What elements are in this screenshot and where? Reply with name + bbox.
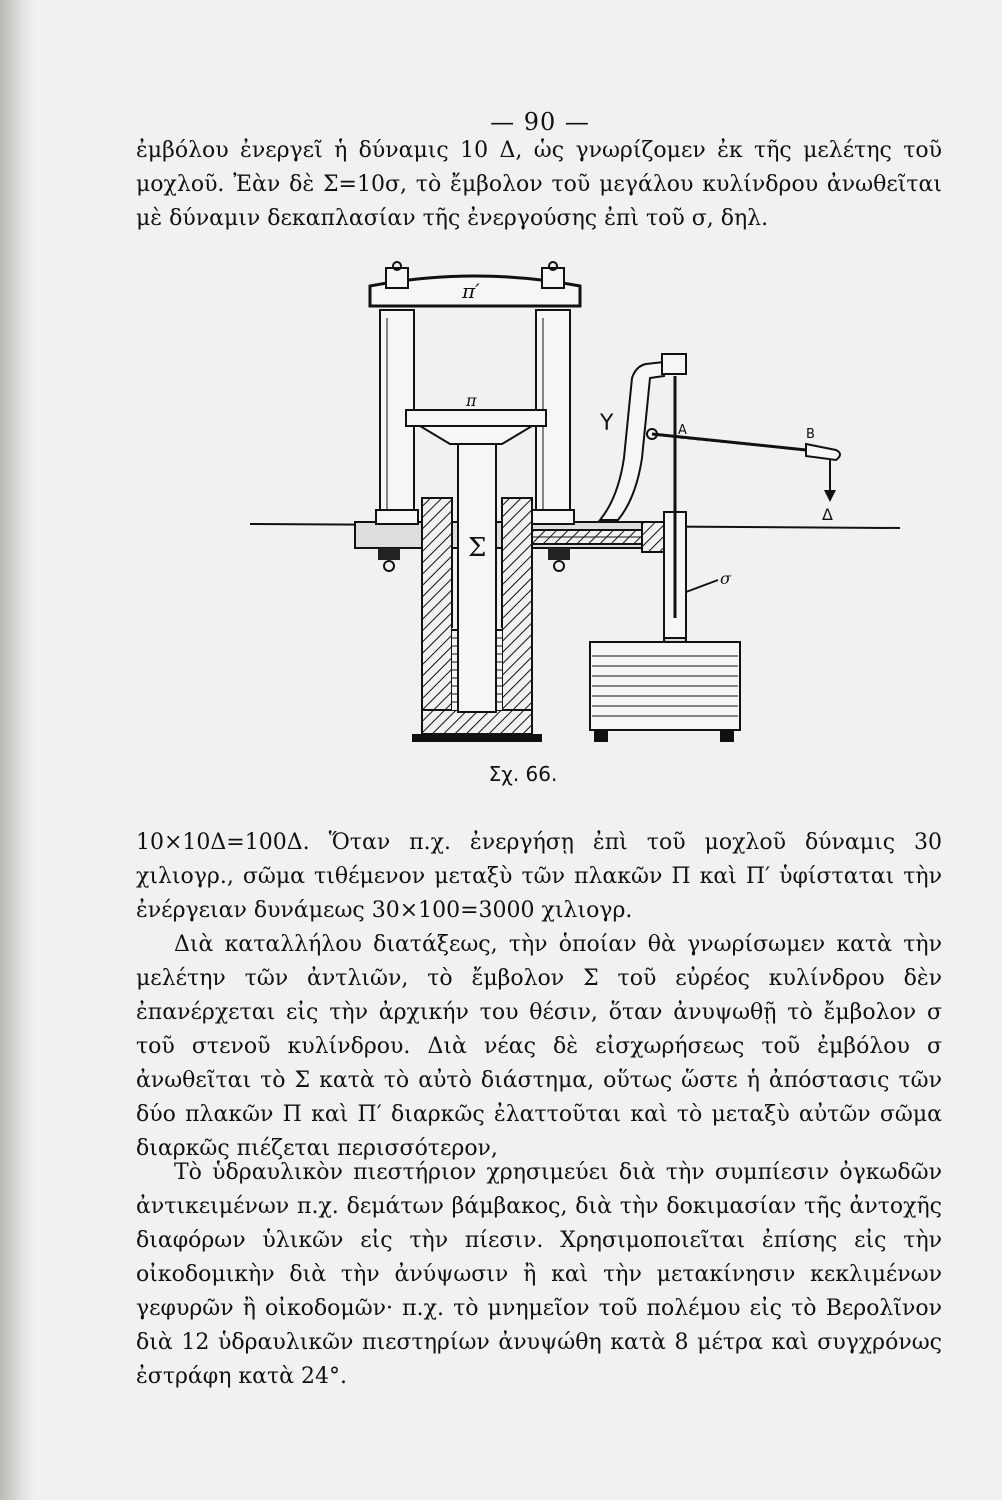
large-cylinder-wall-left (422, 498, 452, 734)
binding-shadow (0, 0, 36, 1500)
base-bolt-right (554, 561, 564, 571)
base-bolt-left (384, 561, 394, 571)
large-cylinder-wall-right (502, 498, 532, 734)
large-cylinder-bottom (422, 710, 532, 734)
cylinder-base-block (412, 734, 542, 742)
tank-foot-right (720, 730, 734, 742)
label-small-piston: σ (720, 569, 731, 588)
page-number: — 90 — (490, 108, 590, 136)
paragraph-piston-mechanism: Διὰ καταλλήλου διατάξεως, τὴν ὁποίαν θὰ γνωρίσωμεν κατὰ τὴν μελέτην τῶν ἀντλιῶν, τὸ ἔμβολον Σ τοῦ εὐρέος κυλίνδρου δὲν ἐπανέρχεται εἰς τὴν ἀρχικήν του θέσιν, ὅταν ἀνυψωθῇ τὸ ἔμβολον σ τοῦ στενοῦ κυλίνδρου. Διὰ νέας δὲ εἰσχωρήσεως τοῦ ἐμβόλου σ ἀνωθεῖται τὸ Σ κατὰ τὸ αὐτὸ διάστημα, οὕτως ὥστε ἡ ἀπόστασις τῶν δύο πλακῶν Π καὶ Π′ διαρκῶς ἐλαττοῦται καὶ τὸ μεταξὺ αὐτῶν σῶμα διαρκῶς πιέζεται περισσότερον, (136, 932, 942, 1161)
paragraph-lever-force: ἐμβόλου ἐνεργεῖ ἡ δύναμις 10 Δ, ὡς γνωρίζομεν ἐκ τῆς μελέτης τοῦ μοχλοῦ. Ἐὰν δὲ Σ=10σ, τὸ ἔμβολον τοῦ μεγάλου κυλίνδρου ἀνωθεῖται μὲ δύναμιν δεκαπλασίαν τῆς ἐνεργούσης ἐπὶ τοῦ σ, δηλ. (136, 138, 942, 231)
tank-foot-left (594, 730, 608, 742)
hydraulic-press-figure (240, 258, 960, 758)
column-collar-right (532, 510, 574, 524)
base-nut-right (548, 548, 570, 560)
label-small-piston-leader (686, 580, 718, 592)
paragraph-press-uses: Τὸ ὑδραυλικὸν πιεστήριον χρησιμεύει διὰ τὴν συμπίεσιν ὀγκωδῶν ἀντικειμένων π.χ. δεμάτων βάμβακος, διὰ τὴν δοκιμασίαν τῆς ἀντοχῆς διαφόρων ὑλικῶν εἰς τὴν πίεσιν. Χρησιμοποιεῖται ἐπίσης εἰς τὴν οἰκοδομικὴν διὰ τὴν ἀνύψωσιν ἢ καὶ τὴν μετακίνησιν κεκλιμένων γεφυρῶν ἢ οἰκοδομῶν· π.χ. τὸ μνημεῖον τοῦ πολέμου εἰς τὸ Βερολῖνον διὰ 12 ὑδραυλικῶν πιεστηρίων ἀνυψώθη κατὰ 8 μέτρα καὶ συγχρόνως ἐστράφη κατὰ 24°. (136, 1160, 942, 1389)
large-piston (458, 444, 496, 712)
label-pivot: A (678, 423, 687, 438)
lever-handle (806, 444, 840, 460)
lower-plate (406, 410, 546, 426)
label-lever-end: B (806, 427, 815, 442)
figure-caption: Σχ. 66. (488, 762, 558, 786)
label-force: Δ (822, 505, 833, 524)
pump-frame-cap (662, 354, 686, 374)
label-pump-frame: Υ (600, 411, 614, 436)
label-lower-plate: π (466, 391, 477, 410)
base-nut-left (378, 548, 400, 560)
paragraph-calculation: 10×10Δ=100Δ. Ὅταν π.χ. ἐνεργήσῃ ἐπὶ τοῦ μοχλοῦ δύναμις 30 χιλιογρ., σῶμα τιθέμενον μεταξὺ τῶν πλακῶν Π καὶ Π′ ὑφίσταται τὴν ἐνέργειαν δυνάμεως 30×100=3000 χιλιογρ. (136, 830, 942, 923)
label-large-piston: Σ (468, 533, 487, 563)
piston-head (420, 426, 532, 444)
label-upper-plate: π′ (462, 279, 480, 303)
pump-frame (600, 362, 664, 520)
column-collar-left (376, 510, 418, 524)
